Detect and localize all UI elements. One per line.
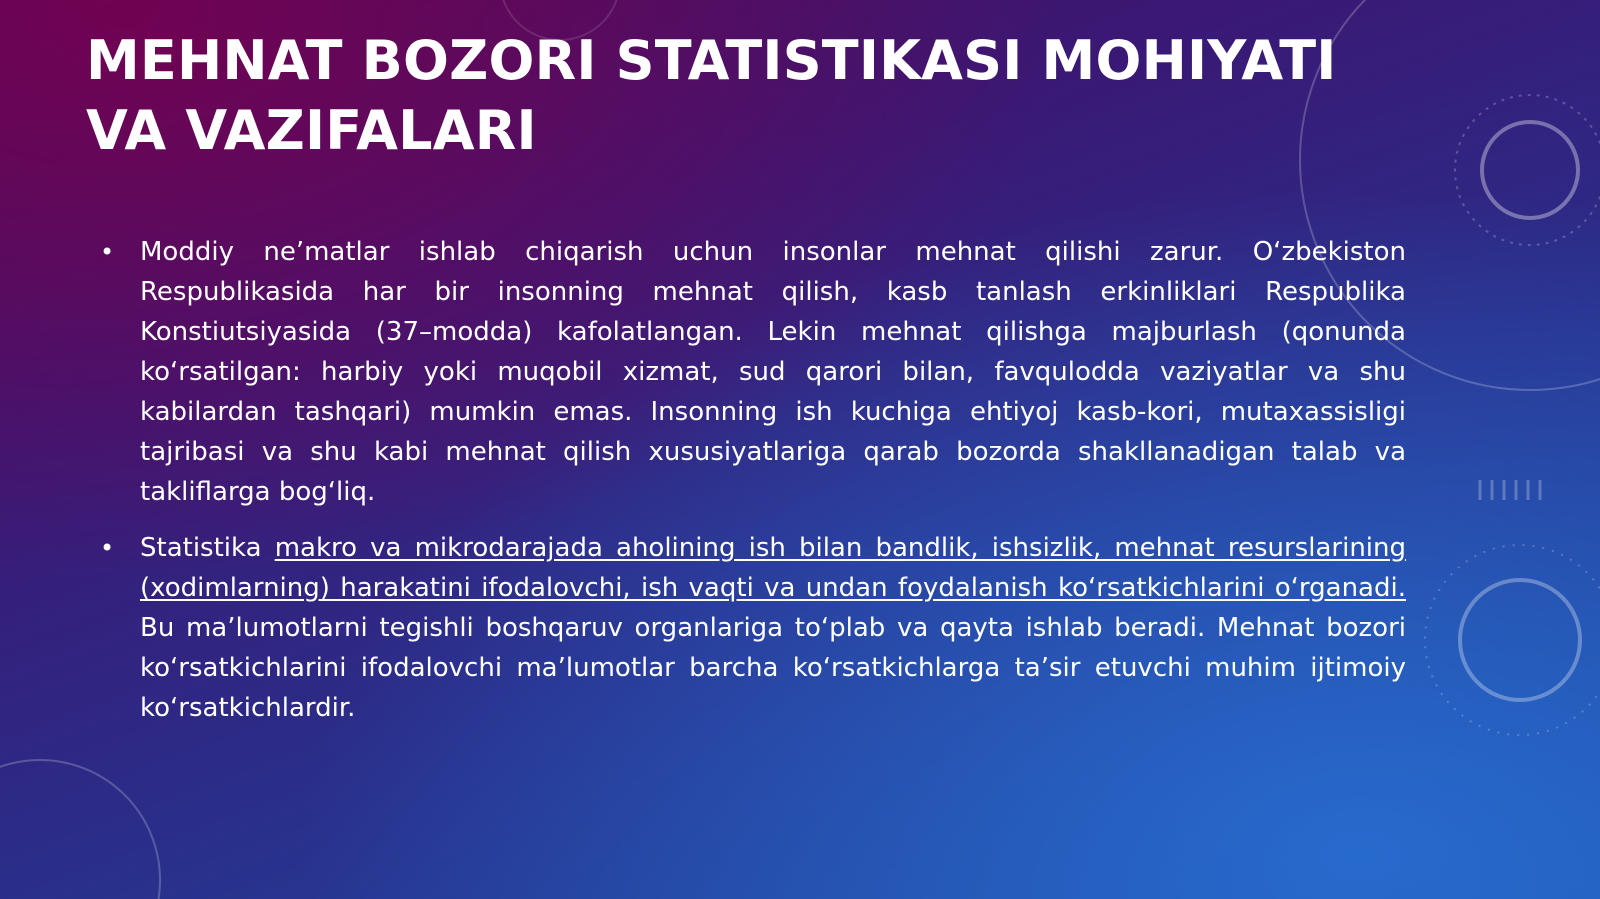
decor-ring-small: [1482, 122, 1578, 218]
paragraph-2-lead: Statistika: [140, 533, 275, 563]
bullet-item-2: [100, 528, 1406, 728]
decor-ring-right-outer: [1425, 545, 1600, 735]
paragraph-1-text: Moddiy ne’matlar ishlab chiqarish uchun insonlar mehnat qilishi zarur. O‘zbekiston Respublikasida har bir insonning mehnat qilish, kasb tanlash erkinliklari Respublika Konstiutsiyasida (37–modda) kafolatlangan. Lekin mehnat qilishga majburlash (qonunda ko‘rsatilgan: harbiy yoki muqobil xizmat, sud qarori bilan, favqulodda vaziyatlar va shu kabilardan tashqari) mumkin emas. Insonning ish kuchiga ehtiyoj kasb-kori, mutaxassisligi tajribasi va shu kabi mehnat qilish xususiyatlariga qarab bozorda shakllanadigan talab va takliflarga bog‘liq.: [140, 237, 1406, 507]
slide-title: MEHNAT BOZORI STATISTIKASI MOHIYATI VA VAZIFALARI: [86, 29, 1337, 162]
bullet-dot-icon: •: [100, 534, 115, 562]
bullet-list: [100, 232, 1406, 744]
paragraph-2-underlined: makro va mikrodarajada aholining ish bilan bandlik, ishsizlik, mehnat resurslarining (xodimlarning) harakatini ifodalovchi, ish vaqti va undan foydalanish ko‘rsatkichlarini o‘rganadi.: [140, 533, 1407, 603]
decor-ring-dashed: [1455, 95, 1600, 245]
decor-ring-right: [1460, 580, 1580, 700]
paragraph-2-tail: Bu ma’lumotlarni tegishli boshqaruv organlariga to‘plab va qayta ishlab beradi. Mehnat bozori ko‘rsatkichlarini ifodalovchi ma’lumotlar barcha ko‘rsatkichlarga ta’sir etuvchi muhim ijtimoiy ko‘rsatkichlardir.: [140, 613, 1406, 723]
decor-ring-bottom-left: [0, 760, 160, 899]
bullet-dot-icon: •: [100, 238, 115, 266]
bullet-item-1: [100, 232, 1406, 512]
